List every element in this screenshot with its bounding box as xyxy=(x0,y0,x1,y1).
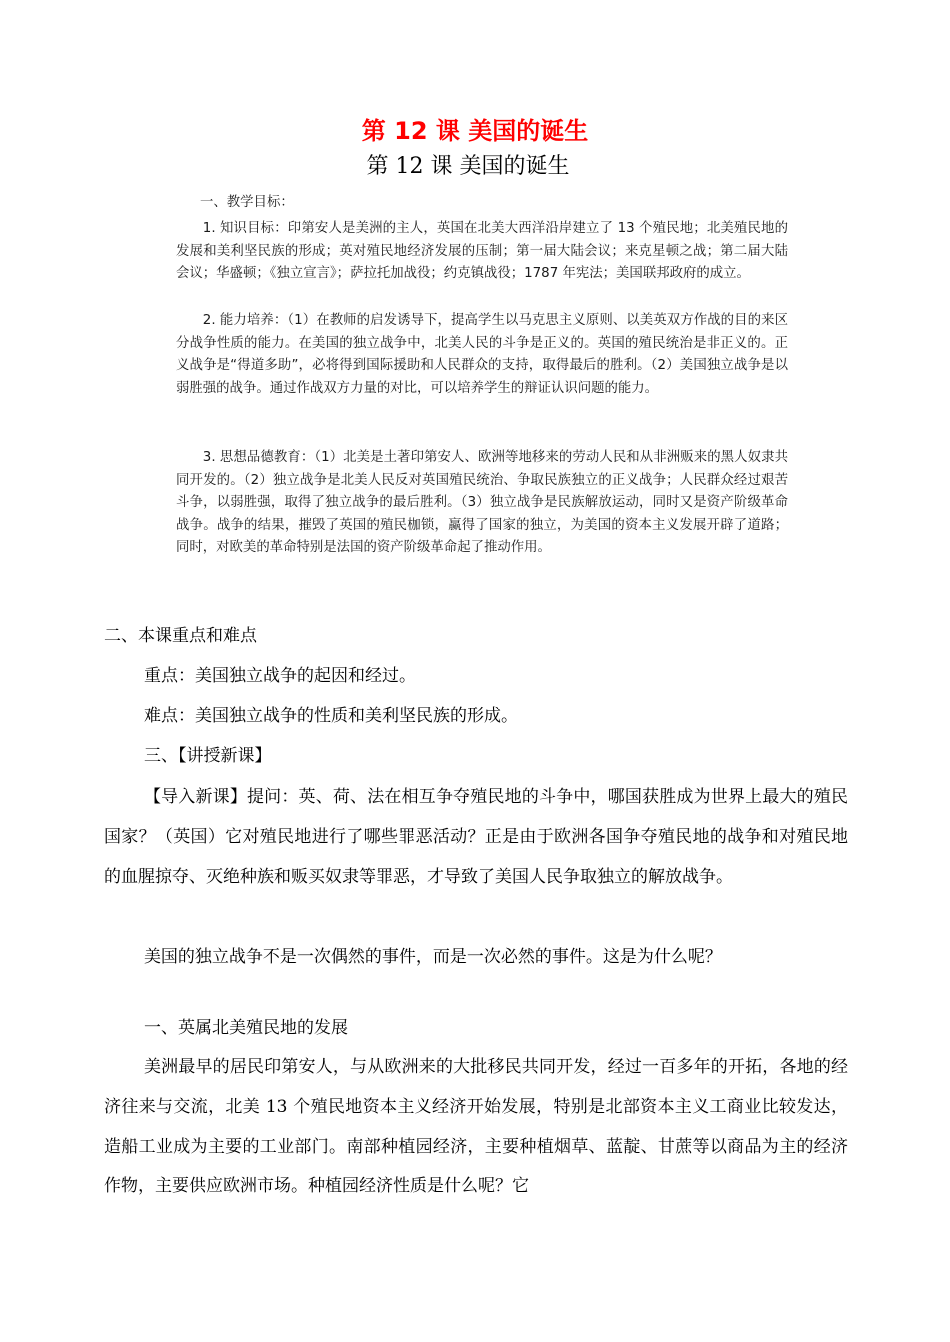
ability-objective-paragraph: 2. 能力培养：（1）在教师的启发诱导下，提高学生以马克思主义原则、以美英双方作战的目的来区分战争性质的能力。在美国的独立战争中，北美人民的斗争是正义的。英国的殖民统治是非正义的。正义战争是“得道多助”，必将得到国际援助和人民群众的支持，取得最后的胜利。（2）美国独立战争是以弱胜强的战争。通过作战双方力量的对比，可以培养学生的辩证认识问题的能力。 xyxy=(176,313,788,396)
key-point: 重点：美国独立战争的起因和经过。 xyxy=(144,666,416,686)
teaching-objectives-heading: 一、教学目标： xyxy=(200,195,294,210)
subsection-1-heading: 一、英属北美殖民地的发展 xyxy=(144,1018,348,1038)
intro-paragraph: 【导入新课】提问：英、荷、法在相互争夺殖民地的斗争中，哪国获胜成为世界上最大的殖民国家？（英国）它对殖民地进行了哪些罪恶活动？正是由于欧洲各国争夺殖民地的战争和对殖民地的血腥掠夺、灭绝种族和贩买奴隶等罪恶，才导致了美国人民争取独立的解放战争。 xyxy=(104,787,848,887)
section-3-heading: 三、【讲授新课】 xyxy=(144,746,272,766)
lesson-title: 第 12 课 美国的诞生 xyxy=(366,154,570,179)
question-paragraph: 美国的独立战争不是一次偶然的事件，而是一次必然的事件。这是为什么呢？ xyxy=(143,947,722,967)
section-2-heading: 二、本课重点和难点 xyxy=(104,626,257,646)
colonies-development-paragraph: 美洲最早的居民印第安人，与从欧洲来的大批移民共同开发，经过一百多年的开拓，各地的经济往来与交流，北美 13 个殖民地资本主义经济开始发展，特别是北部资本主义工商业比较发达，造船工业成为主要的工业部门。南部种植园经济，主要种植烟草、蓝靛、甘蔗等以商品为主的经济作物，主要供应欧洲市场。种植园经济性质是什么呢？它 xyxy=(104,1057,848,1197)
lesson-title-red: 第 12 课 美国的诞生 xyxy=(361,117,589,145)
difficult-point: 难点：美国独立战争的性质和美利坚民族的形成。 xyxy=(144,706,518,726)
moral-education-paragraph: 3. 思想品德教育：（1）北美是土著印第安人、欧洲等地移来的劳动人民和从非洲贩来的黑人奴隶共同开发的。（2）独立战争是北美人民反对英国殖民统治、争取民族独立的正义战争；人民群众经过艰苦斗争，以弱胜强，取得了独立战争的最后胜利。（3）独立战争是民族解放运动，同时又是资产阶级革命战争。战争的结果，摧毁了英国的殖民枷锁，赢得了国家的独立，为美国的资本主义发展开辟了道路；同时，对欧美的革命特别是法国的资产阶级革命起了推动作用。 xyxy=(176,450,788,555)
knowledge-objective-paragraph: 1. 知识目标：印第安人是美洲的主人，英国在北美大西洋沿岸建立了 13 个殖民地；北美殖民地的发展和美利坚民族的形成；英对殖民地经济发展的压制；第一届大陆会议；来克星顿之战；第二届大陆会议；华盛顿；《独立宣言》；萨拉托加战役；约克镇战役；1787 年宪法；美国联邦政府的成立。 xyxy=(176,221,788,281)
scanned-objectives-image xyxy=(176,192,798,588)
